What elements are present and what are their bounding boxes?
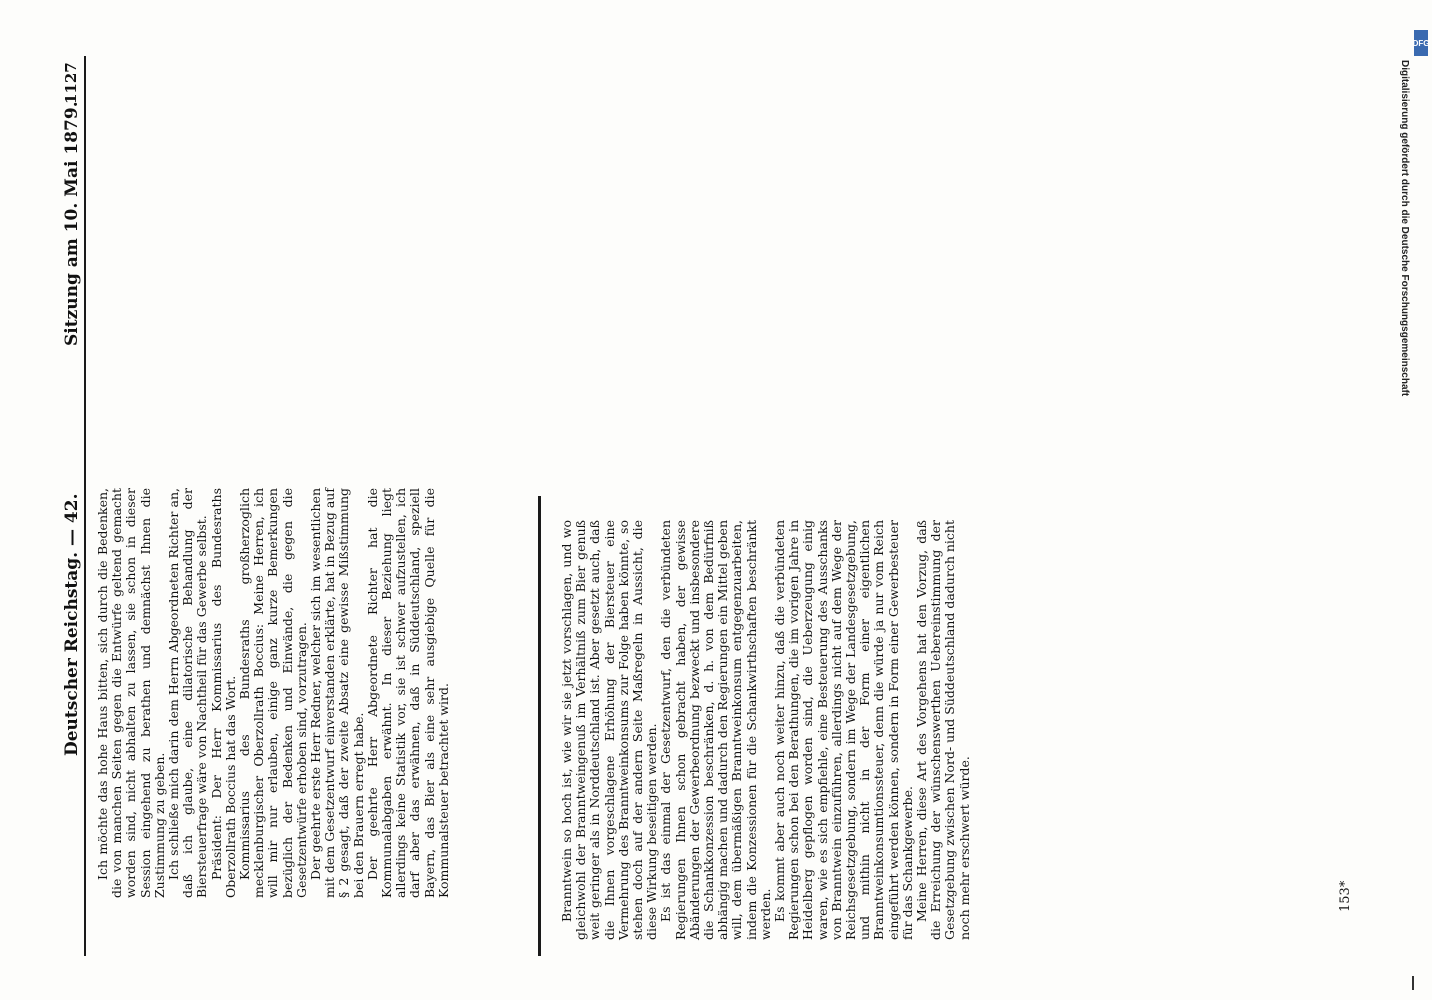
column-right — [96, 488, 451, 898]
header-rule — [84, 56, 86, 956]
column-left — [560, 520, 972, 940]
page-number: 1127 — [62, 62, 80, 104]
paragraph: Meine Herren, diese Art des Vorgehens hat den Vorzug, daß die Erreichung der wünschenswerthen Uebereinstimmung der Gesetzgebung zwischen Nord- und Süddeutschland dadurch nicht noch mehr erschwert würde. — [914, 520, 972, 940]
digitization-credit: Digitalisierung gefördert durch die Deutsche Forschungsgemeinschaft — [1399, 60, 1410, 397]
dfg-logo: DFG — [1414, 30, 1428, 56]
running-head-left: Deutscher Reichstag. — 42. — [62, 493, 82, 756]
running-head-center: Sitzung am 10. Mai 1879. — [62, 101, 82, 346]
paragraph: Es kommt aber auch noch weiter hinzu, daß die verbündeten Regierungen schon bei den Berathungen, die im vorigen Jahre in Heidelberg gepflogen worden sind, die Ueberzeugung einig waren, wie es sich empfiehle, eine Besteuerung des Ausschanks von Branntwein einzuführen, allerdings nicht auf dem Wege der Reichsgesetzgebung, sondern im Wege der Landesgesetzgebung, und mithin nicht in der Form einer eigentlichen Branntweinkonsumtionssteuer, denn die würde ja nur vom Reich eingeführt werden können, sondern in Form einer Gewerbesteuer für das Schankgewerbe. — [772, 520, 915, 940]
paragraph: Branntwein so hoch ist, wie wir sie jetzt vorschlagen, und wo gleichwohl der Branntweingenuß im Verhältniß zum Bier genuß weit geringer als in Norddeutschland ist. Aber gesetzt auch, daß die Ihnen vorgeschlagene Erhöhung der Biersteuer eine Vermehrung des Branntweinkonsums zur Folge haben könnte, so stehen doch auf der andern Seite Maßregeln in Aussicht, die diese Wirkung beseitigen werden. — [559, 520, 660, 940]
paragraph: Präsident: Der Herr Kommissarius des Bundesraths Oberzollrath Boccius hat das Wort. — [208, 488, 238, 898]
scan-edge-mark — [1412, 976, 1414, 990]
footer-signature: 153* — [1338, 880, 1353, 912]
paragraph: Der geehrte erste Herr Redner, welcher sich im wesentlichen mit dem Gesetzentwurf einverstanden erklärte, hat in Bezug auf § 2 gesagt, daß der zweite Absatz eine gewisse Mißstimmung bei den Brauern erregt habe. — [308, 488, 366, 898]
paragraph: Ich schließe mich darin dem Herrn Abgeordneten Richter an, daß ich glaube, eine dilatorische Behandlung der Biersteuerfrage wäre von Nachtheil für das Gewerbe selbst. — [166, 488, 210, 898]
paragraph: Es ist das einmal der Gesetzentwurf, den die verbündeten Regierungen Ihnen schon gebracht haben, der gewisse Abänderungen der Gewerbeordnung bezweckt und insbesondere die Schankkonzession beschränken, d. h. von dem Bedürfniß abhängig machen und dadurch den Regierungen ein Mittel geben will, dem übermäßigen Branntweinkonsum entgegenzuarbeiten, indem die Konzessionen für die Schankwirthschaften beschränkt werden. — [658, 520, 773, 940]
paragraph: Kommissarius des Bundesraths großherzoglich mecklenburgischer Oberzollrath Boccius: Meine Herren, ich will mir nur erlauben, einige ganz kurze Bemerkungen bezüglich der Bedenken und Einwände, die gegen die Gesetzentwürfe erhoben sind, vorzutragen. — [237, 488, 309, 898]
paragraph: Ich möchte das hohe Haus bitten, sich durch die Bedenken, die von manchen Seiten gegen die Entwürfe geltend gemacht worden sind, nicht abhalten zu lassen, sie schon in dieser Session eingehend zu berathen und demnächst Ihnen die Zustimmung zu geben. — [95, 488, 167, 898]
column-divider-bottom — [538, 496, 541, 956]
paragraph: Der geehrte Herr Abgeordnete Richter hat die Kommunalabgaben erwähnt. In dieser Beziehung liegt allerdings keine Statistik vor, sie ist schwer aufzustellen, ich darf aber das erwähnen, daß in Süddeutschland, speziell Bayern, das Bier als eine sehr ausgiebige Quelle für die Kommunalsteuer betrachtet wird. — [364, 488, 451, 898]
rotated-newspaper-page — [28, 56, 1400, 956]
